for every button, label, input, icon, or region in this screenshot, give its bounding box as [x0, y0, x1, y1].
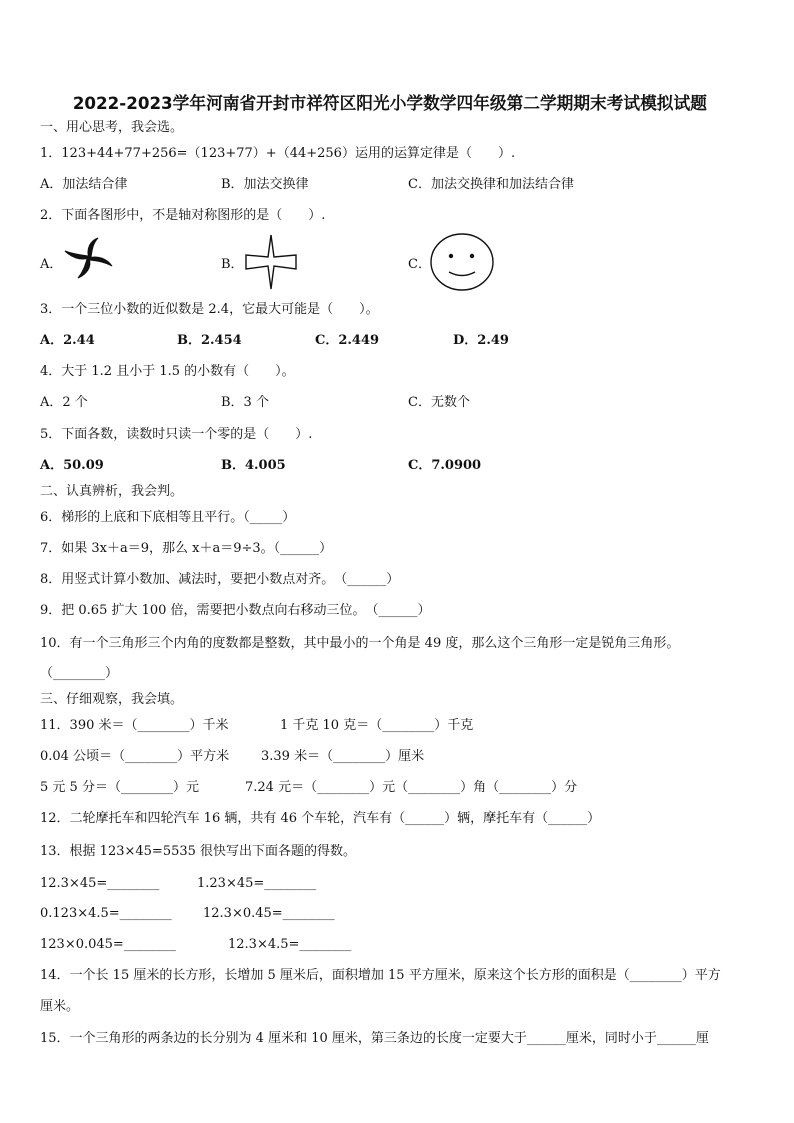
- question-2-option-c[interactable]: C．: [408, 257, 431, 272]
- question-13-item-d: 12.3×0.45=________: [203, 906, 335, 921]
- question-13-item-e: 123×0.045=________: [40, 937, 176, 952]
- pinwheel-figure-icon: [60, 235, 118, 281]
- question-11-row3-left: 5 元 5 分＝（________）元: [40, 780, 199, 795]
- question-14-line-2: 厘米。: [40, 999, 80, 1014]
- question-11-row3-right: 7.24 元＝（________）元（________）角（________）分: [245, 780, 578, 795]
- question-10-line-2: （________）: [40, 666, 119, 681]
- page-title: 2022-2023学年河南省开封市祥符区阳光小学数学四年级第二学期期末考试模拟试题: [72, 94, 707, 114]
- section-heading-fill: 三、仔细观察，我会填。: [40, 692, 184, 707]
- question-2-stem: 2．下面各图形中，不是轴对称图形的是（ ）.: [40, 208, 326, 223]
- cross-star-figure-icon: [243, 233, 299, 291]
- question-13-item-f: 12.3×4.5=________: [228, 937, 352, 952]
- question-11-row1-left: 11．390 米＝（________）千米: [40, 718, 229, 733]
- question-5-option-b[interactable]: B．4.005: [221, 458, 286, 473]
- question-8: 8．用竖式计算小数加、减法时，要把小数点对齐。 （______）: [40, 572, 400, 587]
- question-5-option-a[interactable]: A．50.09: [40, 458, 104, 473]
- question-11-row1-right: 1 千克 10 克＝（________）千克: [280, 718, 474, 733]
- question-6: 6．梯形的上底和下底相等且平行。（_____）: [40, 510, 296, 525]
- question-1-option-b[interactable]: B．加法交换律: [221, 177, 309, 192]
- section-heading-judge: 二、认真辨析，我会判。: [40, 484, 184, 499]
- section-heading-choice: 一、用心思考，我会选。: [40, 120, 184, 135]
- question-13-stem: 13．根据 123×45=5535 很快写出下面各题的得数。: [40, 844, 357, 859]
- question-9: 9．把 0.65 扩大 100 倍，需要把小数点向右移动三位。 （______）: [40, 603, 431, 618]
- question-7: 7．如果 3x＋a＝9，那么 x＋a＝9÷3。（______）: [40, 541, 333, 556]
- question-13-item-c: 0.123×4.5=________: [40, 906, 172, 921]
- question-13-item-a: 12.3×45=________: [40, 876, 160, 891]
- question-1-stem: 1．123+44+77+256=（123+77）+（44+256）运用的运算定律是（ ）.: [40, 146, 516, 161]
- question-3-option-d[interactable]: D．2.49: [453, 333, 509, 348]
- question-2-option-b[interactable]: B．: [221, 257, 244, 272]
- question-15: 15．一个三角形的两条边的长分别为 4 厘米和 10 厘米，第三条边的长度一定要大于______厘米，同时小于______厘: [40, 1031, 709, 1046]
- question-3-option-b[interactable]: B．2.454: [177, 333, 242, 348]
- question-4-option-c[interactable]: C．无数个: [408, 395, 470, 410]
- question-13-item-b: 1.23×45=________: [197, 876, 317, 891]
- question-3-option-c[interactable]: C．2.449: [315, 333, 380, 348]
- question-11-row2-right: 3.39 米＝（________）厘米: [261, 749, 425, 764]
- question-4-stem: 4．大于 1.2 且小于 1.5 的小数有（ ）。: [40, 364, 295, 379]
- question-5-stem: 5．下面各数，读数时只读一个零的是（ ）.: [40, 427, 313, 442]
- question-1-option-c[interactable]: C．加法交换律和加法结合律: [408, 177, 574, 192]
- question-12: 12．二轮摩托车和四轮汽车 16 辆，共有 46 个车轮，汽车有（______）辆，摩托车有（______）: [40, 811, 601, 826]
- question-4-option-b[interactable]: B．3 个: [221, 395, 269, 410]
- question-11-row2-left: 0.04 公顷＝（________）平方米: [40, 749, 230, 764]
- question-4-option-a[interactable]: A．2 个: [40, 395, 88, 410]
- smiley-face-figure-icon: [428, 232, 496, 292]
- question-3-option-a[interactable]: A．2.44: [40, 333, 95, 348]
- question-2-option-a[interactable]: A．: [40, 257, 63, 272]
- question-1-option-a[interactable]: A．加法结合律: [40, 177, 128, 192]
- question-3-stem: 3．一个三位小数的近似数是 2.4，它最大可能是（ ）。: [40, 302, 379, 317]
- question-14-line-1: 14．一个长 15 厘米的长方形，长增加 5 厘米后，面积增加 15 平方厘米，原来这个长方形的面积是（________）平方: [40, 968, 721, 983]
- question-10-line-1: 10．有一个三角形三个内角的度数都是整数，其中最小的一个角是 49 度，那么这个三角形一定是锐角三角形。: [40, 636, 680, 651]
- question-5-option-c[interactable]: C．7.0900: [408, 458, 482, 473]
